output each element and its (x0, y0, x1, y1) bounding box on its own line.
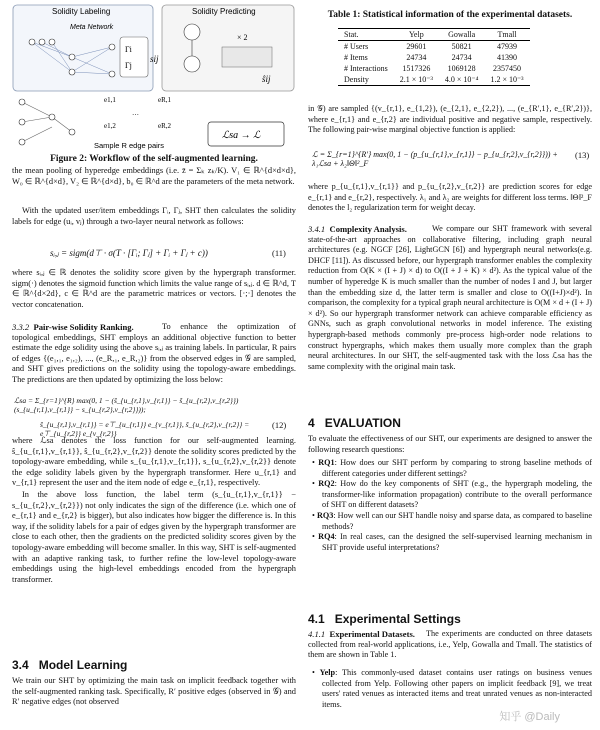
left-paragraph-7: We train our SHT by optimizing the main task on implicit feedback together with the self-augmented ranking task. Specifically, R′ positive edges (observed in 𝒢) and R′ negative edges (not observed (12, 676, 296, 707)
table-header: Stat. (344, 30, 359, 39)
table-header: Yelp (408, 30, 424, 39)
research-questions (308, 458, 592, 553)
section-number: 4 (308, 416, 315, 430)
right-paragraph-5: The experiments are conducted on three datasets collected from real-world applications, i.e., Yelp, Gowalla and Tmall. The statistics of them are shown in Table 1. (308, 629, 592, 660)
section-number: 3.4 (12, 658, 29, 672)
left-paragraph-5: where ℒsa denotes the loss function for our self-augmented learning. ŝ_{u_{r,1},v_{r,1}}, ŝ_{u_{r,2},v_{r,2}} denote the solidity scores predicted by the topology-aware embedding, while s_{u_{r,1},v_{r,1}}, s_{u_{r,2},v_{r,2}} denote the edge solidity labels given by the hypergraph transformer. Here u_{r,1} and v_{r,1} represent the user and the item node of edge e_{r,1}, respectively. (12, 436, 296, 488)
equation-13-number: (13) (575, 150, 590, 160)
left-paragraph-3: where sᵢ,ⱼ ∈ ℝ denotes the solidity score given by the hypergraph transformer. sigm(·) denotes the sigmoid function which limits the value range of sᵢ,ⱼ. d ∈ ℝ^d, T ∈ ℝ^{d×2d}, c ∈ ℝ^d are the parametric matrices or vectors. [·;·] denotes the vector concatenation. (12, 268, 296, 309)
right-paragraph-3: We compare our SHT framework with several state-of-the-art approaches on collaborative filtering, including graph neural architectures (e.g. NGCF [26], LightGCN [6]) and hypergraph neural networks(e.g. DHCF [11]). As discussed before, our hypergraph transformer enables the complexity reduction from O(K × (I + J) × d) to O((I + J + K) × d²). As the typical value of the number of hyperedge K is much smaller than the number of nodes I and J, but larger than the embedding size d, the latter term is smaller and close to O((I+J)×d²). In comparison, the complexity for a typical graph neural architecture is O(M × d + (I + J) × d²). So our hypergraph transformer network can achieve comparable efficiency as GNNs, such as graph convolutional networks in model inference. The existing hypergraph-based methods commonly pre-process high-order node relations to construct hypergraphs, which makes them usually more complex than the graph neural architectures. In our SHT, the self-augmented task with the loss ℒsa has the same complexity with the original main task. (308, 224, 592, 371)
sample-pairs-label: Sample R edge pairs (94, 141, 165, 150)
section-number: 4.1 (308, 612, 325, 626)
e12-label: e1,2 (104, 122, 116, 130)
gamma-box (120, 37, 148, 77)
equation-12-line-2: ŝ_{u_{r,1},v_{r,1}} = e⊤_{u_{r,1}} e_{v_{r,1}}, ŝ_{u_{r,2},v_{r,2}} = e⊤_{u_{r,2}} e_{v_{r,2}} (40, 420, 250, 438)
left-paragraph-4: To enhance the optimization of topological embeddings, SHT employs an additional objective function to better estimate the edge solidity using the above sᵢ,ⱼ as training labels. In particular, R pairs of edges {(e₁,₁, e₁,₂), ..., (e_R,₁, e_R,₂)} from the observed edges in 𝒢 are sampled, and SHT gives predictions on the solidity using the topology-aware embeddings. The predictions are then updated by optimizing the loss below: (12, 322, 296, 384)
table-row: # Items 24734 24734 41390 (344, 53, 517, 62)
table-row: # Interactions 1517326 1069128 2357450 (344, 64, 521, 73)
embedding-block (222, 47, 272, 67)
gamma-i-label: Γi (125, 45, 132, 54)
list-item: • RQ1: How does our SHT perform by comparing to strong baseline methods of different categories under different settings? (312, 458, 592, 478)
equation-12-number: (12) (272, 420, 287, 430)
section-title: Experimental Datasets. (329, 629, 415, 639)
section-4-heading (308, 416, 592, 430)
section-title: EVALUATION (324, 416, 401, 430)
section-number: 3.3.2 (12, 322, 30, 332)
section-number: 3.4.1 (308, 224, 326, 234)
s-ij-label: sij (150, 54, 159, 64)
equation-13: ℒ = Σ_{r=1}^{R′} max(0, 1 − (p_{u_{r,1},v_{r,1}} − p_{u_{r,2},v_{r,2}})) + λ₁ℒsa + λ₂‖Θ‖²_F (312, 150, 558, 168)
er1-label: eR,1 (158, 96, 172, 104)
section-number: 4.1.1 (308, 629, 326, 639)
predicting-title: Solidity Predicting (192, 7, 256, 16)
s-hat-ij-label: ŝij (262, 74, 271, 84)
section-4-1-heading (308, 612, 592, 626)
section-3-4-heading (12, 658, 296, 672)
gamma-j-label: Γj (125, 61, 132, 70)
list-item: • RQ4: In real cases, can the designed the self-supervised learning mechanism in SHT provide useful interpretations? (312, 532, 593, 552)
right-paragraph-4: To evaluate the effectiveness of our SHT, our experiments are designed to answer the following research questions: (308, 434, 592, 454)
left-paragraph-6: In the above loss function, the label term (s_{u_{r,1},v_{r,1}} − s_{u_{r,2},v_{r,2}}) not only indicates the sign of the difference (i.e. which one of e_{r,1} and e_{r,2} is bigger), but also indicates how bigger the difference is. In this way, if the solidity labels for a pair of edges given by the hypergraph transformer are close to each other, then the gradients on the predicted solidity scores given by the topology-aware embedding will become smaller. In this way, SHT is self-augmented with an adaptive ranking task, to further refine the low-level topology-aware embeddings using the high-level embeddings encoded from the hypergraph transformer. (12, 490, 296, 584)
labeling-title: Solidity Labeling (52, 7, 111, 16)
meta-network-label: Meta Network (70, 24, 114, 31)
equation-11: sᵢ,ⱼ = sigm(d⊤ · σ(T · [Γᵢ; Γⱼ] + Γᵢ + Γⱼ + c)) (50, 248, 208, 258)
watermark: 知乎 @Daily (499, 711, 560, 723)
times-two-label: × 2 (237, 33, 248, 42)
right-paragraph-2: where p_{u_{r,1},v_{r,1}} and p_{u_{r,2},v_{r,2}} are prediction scores for edge e_{r,1} and e_{r,2}, respectively. λ₁ and λ₂ are weights for different loss terms. ‖Θ‖²_F denotes the l₂ regularization term for weight decay. (308, 182, 592, 213)
left-paragraph-1: the mean pooling of hyperedge embeddings (i.e. z̄ = Σₖ zₖ/K). V₁ ∈ ℝ^{d×d×d}, W₀ ∈ ℝ^{d×d}, V₂ ∈ ℝ^{d×d}, b₀ ∈ ℝ^d are the parameters of the meta network. (12, 166, 296, 186)
er2-label: eR,2 (158, 122, 172, 130)
section-title: Complexity Analysis. (329, 224, 407, 234)
table-caption: Table 1: Statistical information of the experimental datasets. (327, 10, 573, 20)
table-row: Density 2.1 × 10⁻³ 4.0 × 10⁻⁴ 1.2 × 10⁻³ (338, 74, 530, 86)
list-item: • RQ2: How do the key components of SHT (e.g., the hypergraph modeling, the transformer-like information propagation) contribute to the overall performance of SHT on different datasets? (312, 479, 592, 510)
table-header: Gowalla (448, 30, 476, 39)
list-item: • RQ3: How well can our SHT handle noisy and sparse data, as compared to baseline methods? (312, 510, 592, 531)
section-title: Experimental Settings (334, 612, 461, 626)
sample-graph (22, 102, 72, 142)
statistics-table (338, 28, 530, 86)
figure-caption: Figure 2: Workflow of the self-augmented learning. (50, 154, 258, 164)
yelp-bullet: • Yelp: This commonly-used dataset contains user ratings on business venues collected from Yelp. Following other papers on implicit feedback [9], we treat users' rated venues as interacted items and treat unrated venues as non-interacted items. (312, 668, 592, 709)
equation-12-line-1: ℒsa = Σ_{r=1}^{R} max(0, 1 − (ŝ_{u_{r,1},v_{r,1}} − ŝ_{u_{r,2},v_{r,2}})(s_{u_{r,1},v_{r,1}} − s_{u_{r,2},v_{r,2}})); (14, 396, 239, 414)
user-node-icon (184, 24, 200, 40)
e11-label: e1,1 (104, 96, 116, 104)
item-node-icon (184, 56, 200, 72)
workflow-figure (12, 2, 296, 154)
table-header: Tmall (497, 30, 517, 39)
table-row: # Users 29601 50821 47939 (338, 41, 530, 53)
right-paragraph-1: in 𝒢) are sampled {(v_{r,1}, e_{1,2}), (e_{2,1}, e_{2,2}), ..., (e_{R′,1}, e_{R′,2})}, where e_{r,1} and e_{r,2} are individual positive and negative sample, respectively. The following pair-wise marginal objective function is applied: (308, 104, 592, 135)
svg-text:…: … (132, 109, 139, 117)
equation-11-number: (11) (272, 248, 286, 258)
left-paragraph-2: With the updated user/item embeddings Γᵢ, Γⱼ, SHT then calculates the solidity labels for edge (uᵢ, vⱼ) through a two-layer neural network as follows: (12, 206, 296, 226)
section-title: Model Learning (38, 658, 128, 672)
section-title: Pair-wise Solidity Ranking. (33, 322, 134, 332)
loss-label: ℒsa → ℒ (222, 130, 261, 141)
